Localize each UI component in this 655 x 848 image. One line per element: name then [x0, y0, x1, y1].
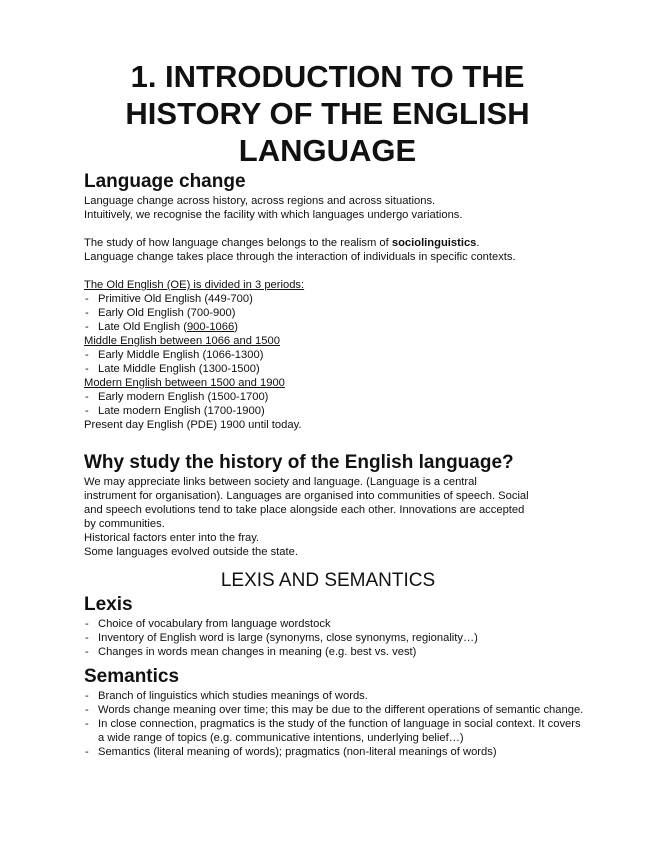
- paragraph-line: Historical factors enter into the fray.: [84, 532, 260, 544]
- text-run: Late Old English (: [98, 321, 187, 333]
- list-item: - Early Old English (700-900): [84, 306, 584, 320]
- section-heading-language-change: Language change: [84, 171, 246, 192]
- bold-term: sociolinguistics: [391, 237, 477, 249]
- paragraph-line: Language change takes place through the interaction of individuals in specific contexts.: [84, 251, 516, 263]
- page-title: [0, 58, 655, 169]
- paragraph-line: by communities.: [84, 518, 165, 530]
- list-item: - In close connection, pragmatics is the study of the function of language in social context. It covers a wide range of topics (e.g. communicative intentions, underlying belief…): [84, 717, 584, 745]
- lexis-list: [84, 617, 584, 659]
- text-run: .: [476, 237, 480, 249]
- mod-heading: Modern English between 1500 and 1900: [84, 377, 285, 389]
- section-heading-semantics: Semantics: [84, 666, 180, 687]
- section-heading-lexis: Lexis: [84, 594, 133, 615]
- list-item: - Early Middle English (1066-1300): [84, 348, 584, 362]
- document-body: [84, 170, 584, 759]
- section-heading-lexis-semantics: LEXIS AND SEMANTICS: [220, 570, 436, 591]
- list-item: - Primitive Old English (449-700): [84, 292, 584, 306]
- paragraph-line: We may appreciate links between society and language. (Language is a central: [84, 476, 477, 488]
- paragraph-line: and speech evolutions tend to take place alongside each other. Innovations are accepted: [84, 504, 525, 516]
- oe-heading: The Old English (OE) is divided in 3 periods:: [84, 279, 305, 291]
- me-heading: Middle English between 1066 and 1500: [84, 335, 280, 347]
- paragraph-line: Intuitively, we recognise the facility with which languages undergo variations.: [84, 209, 463, 221]
- list-item: - Words change meaning over time; this may be due to the different operations of semantic change.: [84, 703, 584, 717]
- paragraph-line: [84, 236, 584, 250]
- list-item: [84, 320, 584, 334]
- text-run: The study of how language changes belongs to the realism of: [84, 237, 392, 249]
- paragraph-line: Some languages evolved outside the state.: [84, 546, 298, 558]
- pde-line: Present day English (PDE) 1900 until today.: [84, 419, 302, 431]
- semantics-list: [84, 689, 584, 759]
- mod-list: [84, 390, 584, 418]
- list-item: - Inventory of English word is large (synonyms, close synonyms, regionality…): [84, 631, 584, 645]
- list-item: - Semantics (literal meaning of words); pragmatics (non-literal meanings of words): [84, 745, 584, 759]
- paragraph-line: instrument for organisation). Languages are organised into communities of speech. Social: [84, 490, 529, 502]
- list-item: - Choice of vocabulary from language wordstock: [84, 617, 584, 631]
- title-line: HISTORY OF THE ENGLISH: [125, 96, 530, 131]
- list-item: - Late modern English (1700-1900): [84, 404, 584, 418]
- title-line: LANGUAGE: [238, 133, 417, 168]
- list-item: - Branch of linguistics which studies meanings of words.: [84, 689, 584, 703]
- list-item: - Early modern English (1500-1700): [84, 390, 584, 404]
- me-list: [84, 348, 584, 376]
- text-run: ): [234, 321, 238, 333]
- section-heading-why-study: Why study the history of the English language?: [84, 452, 514, 473]
- paragraph-line: Language change across history, across regions and across situations.: [84, 195, 436, 207]
- underlined-dates: 900-1066: [186, 321, 235, 333]
- oe-list: [84, 292, 584, 334]
- list-item: - Changes in words mean changes in meaning (e.g. best vs. vest): [84, 645, 584, 659]
- list-item: - Late Middle English (1300-1500): [84, 362, 584, 376]
- title-line: 1. INTRODUCTION TO THE: [130, 59, 525, 94]
